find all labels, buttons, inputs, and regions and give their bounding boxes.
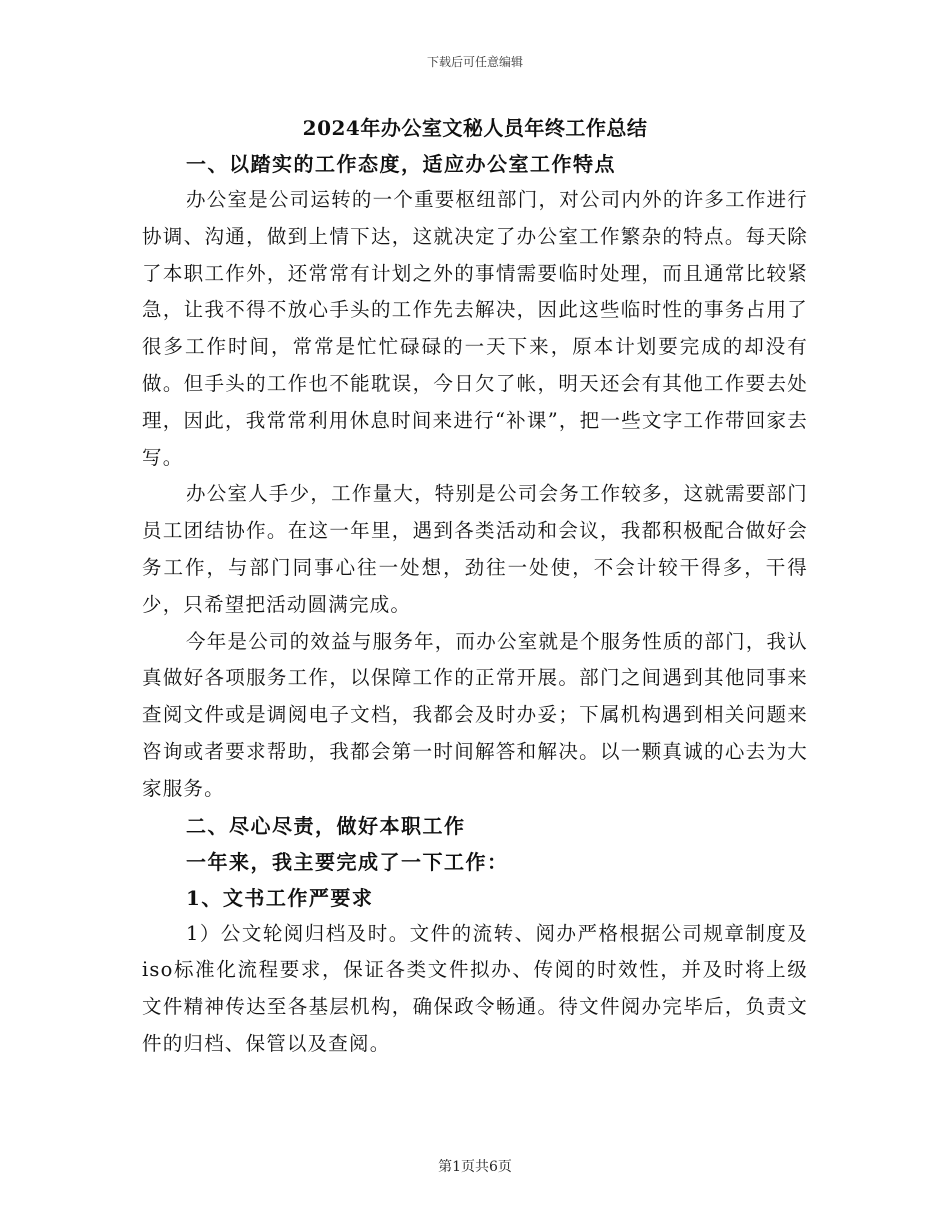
document-body (142, 110, 808, 1063)
subsection-heading-1: 1、文书工作严要求 (186, 885, 374, 910)
paragraph-2: 办公室人手少，工作量大，特别是公司会务工作较多，这就需要部门员工团结协作。在这一年里，遇到各类活动和会议，我都积极配合做好会务工作，与部门同事心往一处想，劲往一处使，不会计较干得多，干得少，只希望把活动圆满完成。 (142, 482, 808, 616)
paragraph-4: 1）公文轮阅归档及时。文件的流转、阅办严格根据公司规章制度及iso标准化流程要求，保证各类文件拟办、传阅的时效性，并及时将上级文件精神传达至各基层机构，确保政令畅通。待文件阅办完毕后，负责文件的归档、保管以及查阅。 (142, 921, 808, 1055)
page-header: 下载后可任意编辑 (426, 55, 523, 69)
document-title: 2024年办公室文秘人员年终工作总结 (302, 116, 648, 140)
section-heading-1: 一、以踏实的工作态度，适应办公室工作特点 (186, 152, 616, 176)
section-heading-2: 二、尽心尽责，做好本职工作 (186, 813, 466, 838)
subsection-intro: 一年来，我主要完成了一下工作： (186, 849, 509, 874)
paragraph-1: 办公室是公司运转的一个重要枢纽部门，对公司内外的许多工作进行协调、沟通，做到上情下达，这就决定了办公室工作繁杂的特点。每天除了本职工作外，还常常有计划之外的事情需要临时处理，而且通常比较紧急，让我不得不放心手头的工作先去解决，因此这些临时性的事务占用了很多工作时间，常常是忙忙碌碌的一天下来，原本计划要完成的却没有做。但手头的工作也不能耽误，今日欠了帐，明天还会有其他工作要去处理，因此，我常常利用休息时间来进行“补课”，把一些文字工作带回家去写。 (142, 188, 808, 469)
paragraph-3: 今年是公司的效益与服务年，而办公室就是个服务性质的部门，我认真做好各项服务工作，以保障工作的正常开展。部门之间遇到其他同事来查阅文件或是调阅电子文档，我都会及时办妥；下属机构遇到相关问题来咨询或者要求帮助，我都会第一时间解答和解决。以一颗真诚的心去为大家服务。 (142, 629, 808, 800)
page-footer: 第1页共6页 (438, 1159, 512, 1175)
